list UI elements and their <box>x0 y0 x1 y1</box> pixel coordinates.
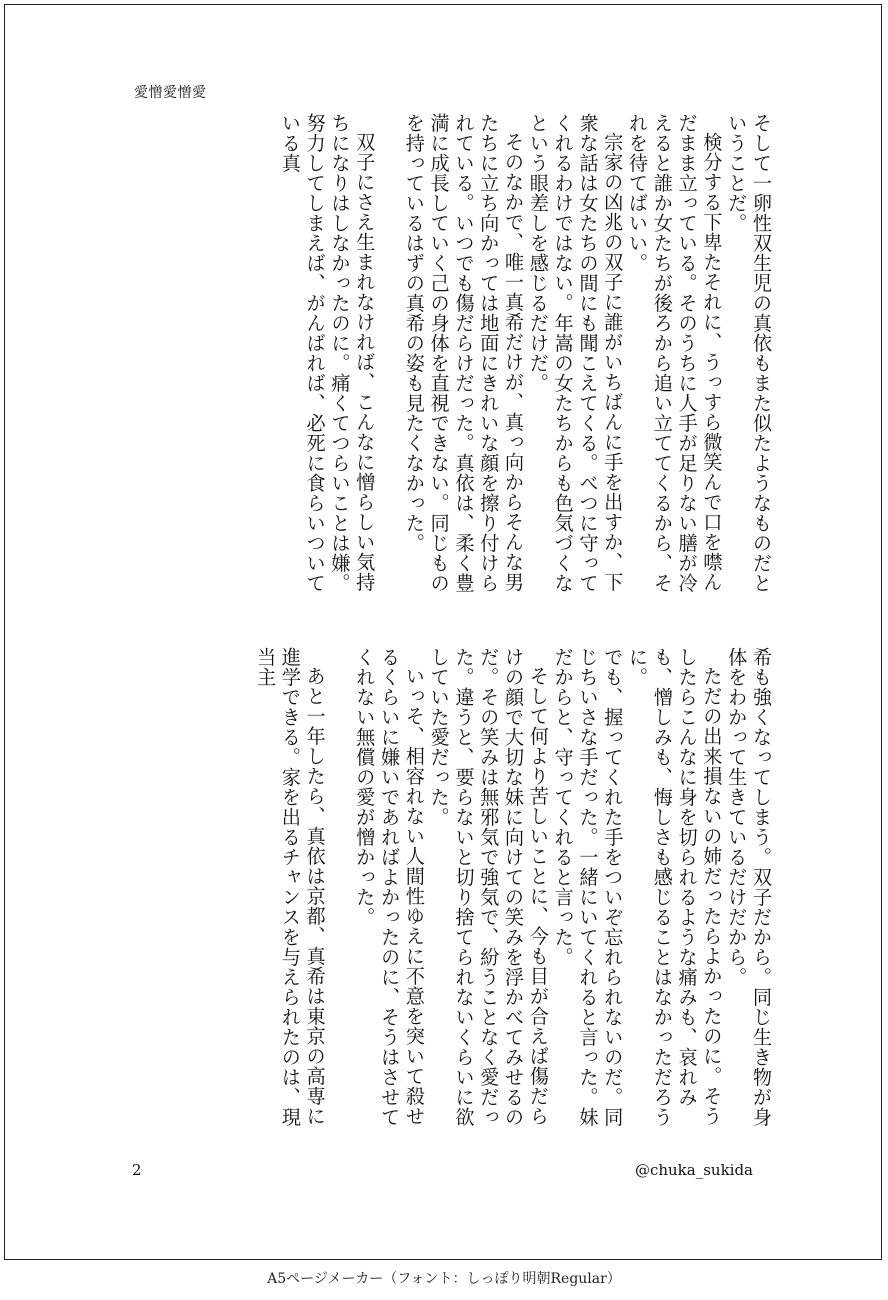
paragraph: 宗家の凶兆の双子に誰がいちばんに手を出すか、下衆な話は女たちの間にも聞こえてくる。べつに守ってくれるわけではない。年嵩の女たちからも色気づくなという眼差しを感じるだけだ。 <box>526 113 625 593</box>
paragraph-spacer <box>327 647 352 1135</box>
text-block-top <box>143 113 773 601</box>
paragraph: 双子にさえ生まれなければ、こんなに憎らしい気持ちになりはしなかったのに。痛くてつらいことは嫌。努力してしまえば、がんばれば、必死に食らいついている真 <box>278 113 377 593</box>
a5-page <box>4 4 882 1260</box>
paragraph: 検分する下卑たそれに、うっすら微笑んで口を噤んだまま立っている。そのうちに人手が足りない膳が冷えると誰か女たちが後ろから追い立ててくるから、それを待てばいい。 <box>626 113 724 593</box>
paragraph: そのなかで、唯一真希だけが、真っ向からそんな男たちに立ち向かっては地面にきれいな顔を擦り付けられている。いつでも傷だらけだった。真依は、柔く豊満に成長していく己の身体を直視できない。同じものを持っているはずの真希の姿も見たくなかった。 <box>402 113 526 593</box>
author-handle: @chuka_sukida <box>634 1161 753 1179</box>
paragraph: そして一卵性双生児の真依もまた似たようなものだということだ。 <box>725 113 773 593</box>
running-header: 愛憎愛憎愛 <box>134 85 207 101</box>
paragraph: 希も強くなってしまう。双子だから。同じ生き物が身体をわかって生きているだけだから。 <box>725 647 773 1127</box>
page-number: 2 <box>132 1161 142 1179</box>
text-block-bottom <box>143 647 773 1135</box>
paragraph: いっそ、相容れない人間性ゆえに不意を突いて殺せるくらいに嫌いであればよかったのに、そうはさせてくれない無償の愛が憎かった。 <box>353 647 426 1127</box>
paragraph: でも、握ってくれた手をついぞ忘れられないのだ。同じちいさな手だった。一緒にいてくれると言った。妹だからと、守ってくれると言った。 <box>551 647 625 1127</box>
paragraph: あと一年したら、真依は京都、真希は東京の高専に進学できる。家を出るチャンスを与えられたのは、現当主 <box>254 647 327 1127</box>
paragraph: そして何より苦しいことに、今も目が合えば傷だらけの顔で大切な妹に向けての笑みを浮かべてみせるのだ。その笑みは無邪気で強気で、紛うことなく愛だった。違うと、要らないと切り捨てられないくらいに欲していた愛だった。 <box>427 647 550 1127</box>
paragraph: ただの出来損ないの姉だったらよかったのに。そうしたらこんなに身を切られるような痛みも、哀れみも、憎しみも、悔しさも感じることはなかっただろうに。 <box>626 647 724 1127</box>
paragraph-spacer <box>376 113 401 601</box>
generator-caption: A5ページメーカー（フォント：しっぽり明朝Regular） <box>267 1271 621 1287</box>
